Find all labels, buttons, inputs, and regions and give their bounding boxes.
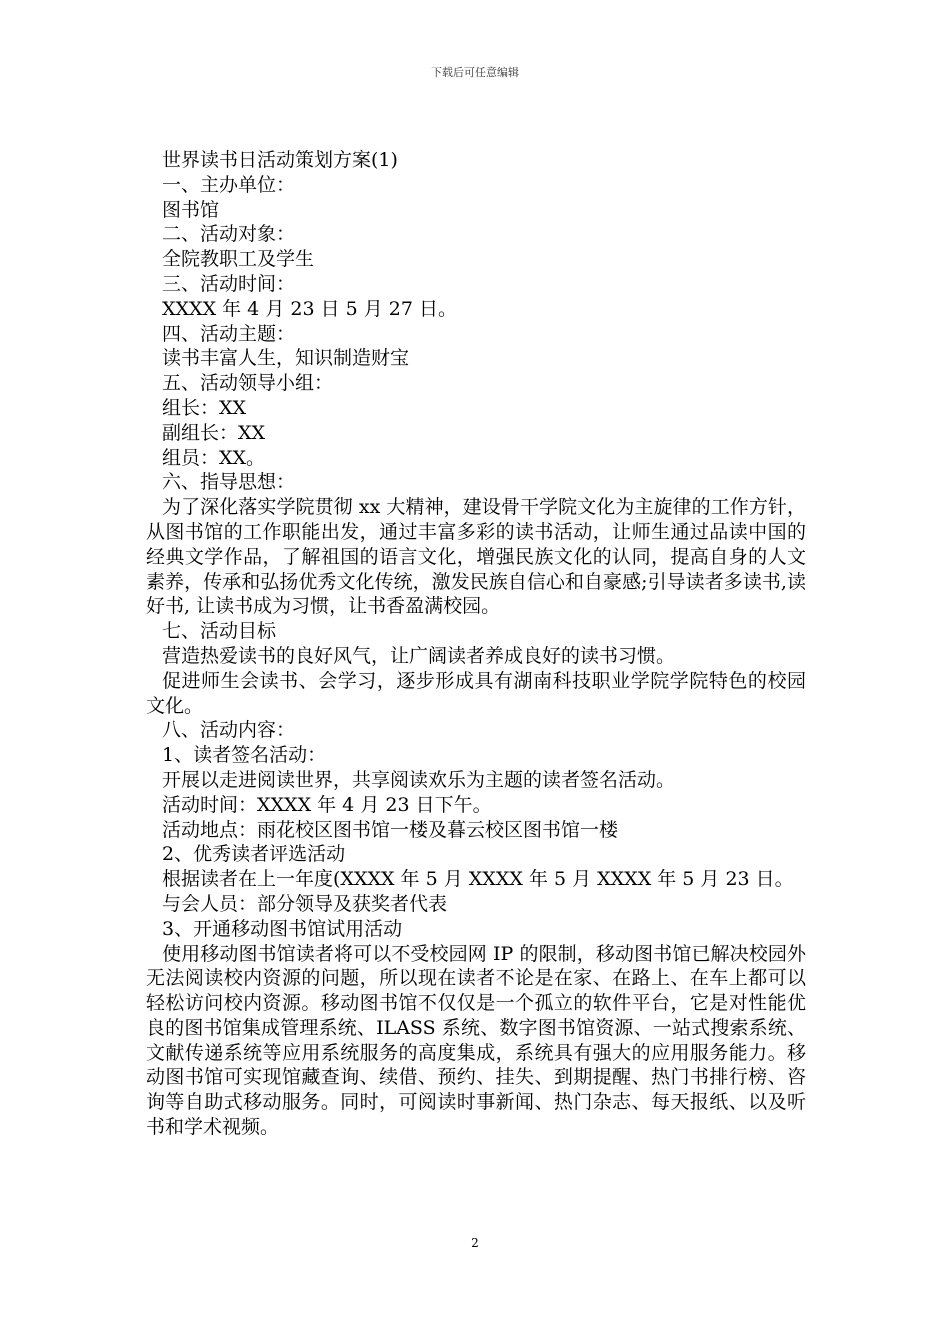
subsection-signature: 1、读者签名活动： — [162, 744, 327, 767]
organizer-value: 图书馆 — [162, 198, 220, 221]
subsection-excellent-reader: 2、优秀读者评选活动 — [162, 843, 346, 866]
signature-location: 活动地点：雨花校区图书馆一楼及暮云校区图书馆一楼 — [162, 818, 619, 841]
leader-value: 组长：XX — [162, 396, 247, 419]
attendees: 与会人员：部分领导及获奖者代表 — [162, 892, 448, 915]
section-heading-theme: 四、活动主题： — [162, 322, 296, 345]
document-title: 世界读书日活动策划方案(1) — [162, 149, 398, 171]
section-heading-goals: 七、活动目标 — [162, 620, 277, 643]
section-heading-guiding-idea: 六、指导思想： — [162, 471, 296, 494]
section-heading-content: 八、活动内容： — [162, 719, 296, 742]
section-heading-audience: 二、活动对象： — [162, 223, 296, 246]
goals-paragraph-1: 营造热爱读书的良好风气，让广阔读者养成良好的读书习惯。 — [162, 644, 676, 667]
guiding-idea-paragraph: 为了深化落实学院贯彻 xx 大精神，建设骨干学院文化为主旋律的工作方针，从图书馆的工作职能出发，通过丰富多彩的读书活动，让师生通过品读中国的经典文学作品，了解祖国的语言文化，增强民族文化的认同，提高自身的人文素养，传承和弘扬优秀文化传统，激发民族自信心和自豪感;引导读者多读书,读好书, 让读书成为习惯，让书香盈满校园。 — [146, 496, 806, 618]
page-number: 2 — [471, 1236, 479, 1250]
members-value: 组员：XX。 — [162, 446, 266, 469]
section-heading-organizer: 一、主办单位： — [162, 173, 296, 196]
deputy-leader-value: 副组长：XX — [162, 421, 266, 444]
signature-time: 活动时间：XXXX 年 4 月 23 日下午。 — [162, 793, 492, 816]
header-note: 下载后可任意编辑 — [431, 66, 519, 79]
goals-paragraph-2: 促进师生会读书、会学习，逐步形成具有湖南科技职业学院学院特色的校园文化。 — [146, 669, 806, 717]
section-heading-leadership: 五、活动领导小组： — [162, 372, 334, 395]
signature-description: 开展以走进阅读世界，共享阅读欢乐为主题的读者签名活动。 — [162, 768, 676, 791]
section-heading-time: 三、活动时间： — [162, 272, 296, 295]
excellent-reader-description: 根据读者在上一年度(XXXX 年 5 月 XXXX 年 5 月 XXXX 年 5 月 23 日。 — [162, 868, 794, 891]
theme-value: 读书丰富人生，知识制造财宝 — [162, 347, 410, 370]
document-body — [146, 148, 806, 1140]
subsection-mobile-library: 3、开通移动图书馆试用活动 — [162, 917, 403, 940]
audience-value: 全院教职工及学生 — [162, 248, 315, 271]
time-value: XXXX 年 4 月 23 日 5 月 27 日。 — [162, 297, 457, 320]
mobile-library-paragraph: 使用移动图书馆读者将可以不受校园网 IP 的限制，移动图书馆已解决校园外无法阅读校内资源的问题，所以现在读者不论是在家、在路上、在车上都可以轻松访问校内资源。移动图书馆不仅仅是一个孤立的软件平台，它是对性能优良的图书馆集成管理系统、ILASS 系统、数字图书馆资源、一站式搜索系统、文献传递系统等应用系统服务的高度集成，系统具有强大的应用服务能力。移动图书馆可实现馆藏查询、续借、预约、挂失、到期提醒、热门书排行榜、咨询等自助式移动服务。同时，可阅读时事新闻、热门杂志、每天报纸、以及听书和学术视频。 — [146, 942, 806, 1139]
